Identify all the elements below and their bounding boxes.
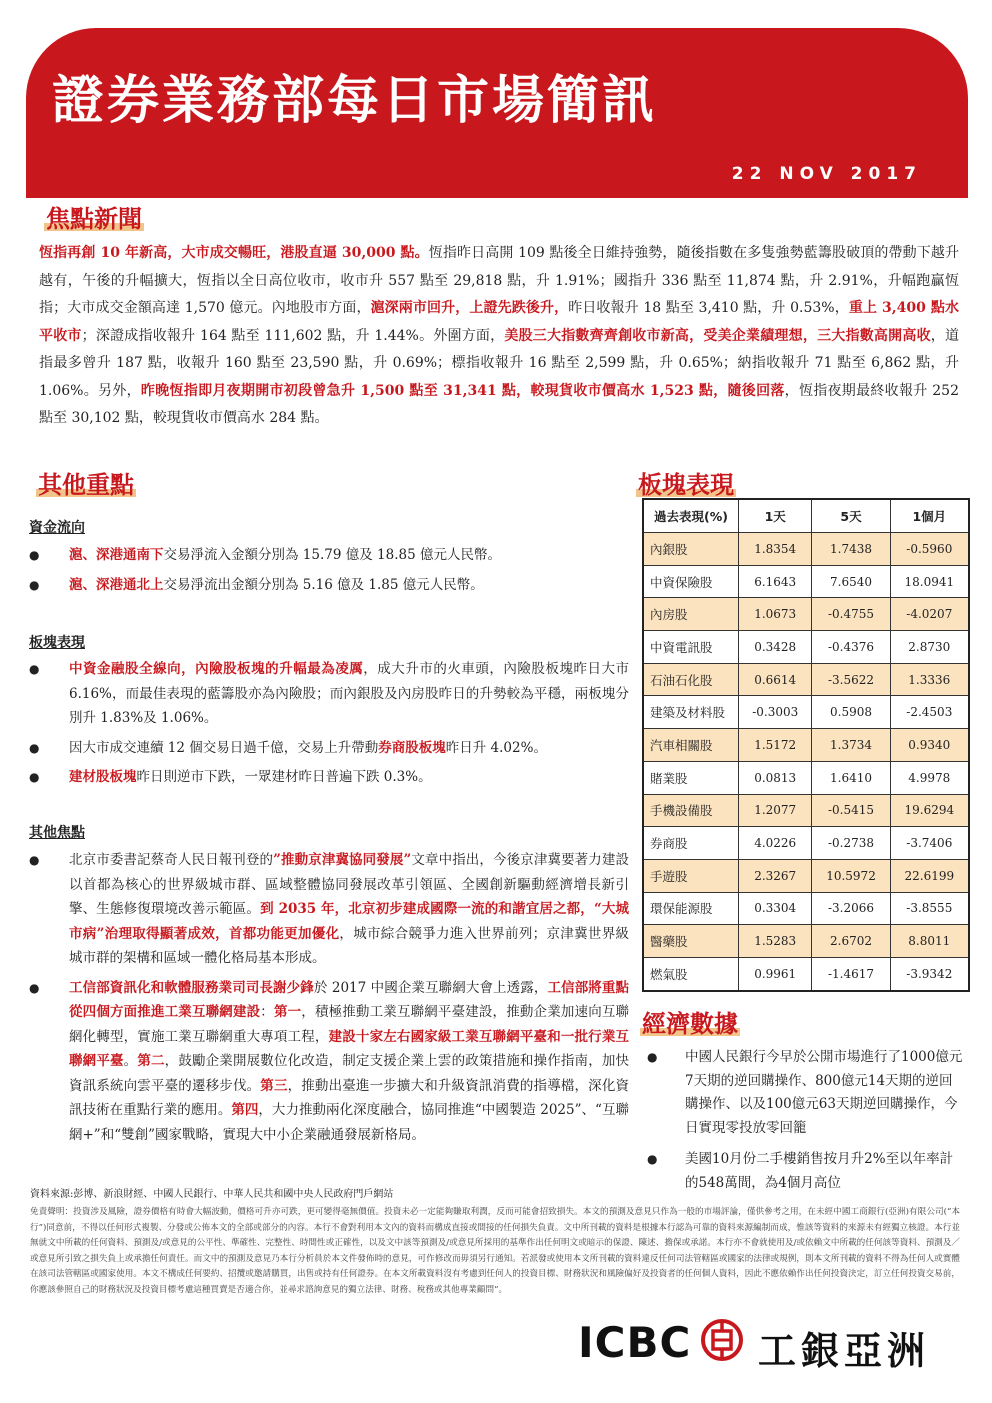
highlight-text: 第四 [231, 1102, 259, 1118]
table-row [643, 598, 969, 631]
highlight-text: 中資金融股全線向，內險股板塊的升幅最為凌厲 [69, 661, 364, 677]
highlight-text: 工信部將重點從四個方面推進工業互聯網建設 [69, 979, 630, 1020]
five-day-cell: -0.4755 [812, 598, 890, 631]
sector-performance-table [642, 498, 970, 992]
five-day-cell: 7.6540 [812, 565, 890, 598]
one-month-cell: -4.0207 [890, 598, 969, 631]
sector-name-cell: 內銀股 [643, 533, 739, 566]
five-day-cell: 1.6410 [812, 761, 890, 794]
logo-text-en: ICBC [578, 1318, 692, 1367]
table-row [643, 859, 969, 892]
highlight-text: 建材股板塊 [69, 769, 137, 785]
body-text: 文章中指出，今後京津冀要著力建設以首都為核心的世界級城市群、區域整體協同發展改革引領區、全國創新驅動經濟增長新引擎、生態修復環境改善示範區。 [69, 852, 630, 917]
one-day-cell: 2.3267 [739, 859, 812, 892]
logo-text-cn: 工銀亞洲 [758, 1329, 931, 1373]
one-day-cell: 0.6614 [739, 663, 812, 696]
report-date: 22 NOV 2017 [731, 164, 922, 184]
focus-paragraph [39, 240, 959, 433]
one-month-cell: -3.8555 [890, 892, 969, 925]
economy-heading: 經濟數據 [642, 1004, 738, 1039]
body-text: 。 [123, 1053, 138, 1069]
list-item [29, 657, 629, 731]
sector-name-cell: 燃氣股 [643, 957, 739, 990]
column-header: 1個月 [890, 499, 969, 533]
icbc-logo [578, 1318, 963, 1373]
disclaimer: 免責聲明：投資涉及風險，證券價格有時會大幅波動，價格可升亦可跌，更可變得毫無價值。投資未必一定能夠賺取利潤，反而可能會招致損失。本文的預測及意見只作為一般的市場評論，僅供參考之用，在未經中國工商銀行(亞洲)有限公司(“本行”)同意前，不得以任何形式複製、分發或公佈本文的全部或部分的內容。本行不會對利用本文內的資料而構成直接或間接的任何損失負責。文中所刊載的資料是根據本行認為可靠的資料來源編制而成，惟該等資料的來源未有經獨立核證。本行並無就文中所載的任何資料、預測及/或意見的公平性、準確性、完整性、時間性或正確性，以及文中該等預測及/或意見所採用的基準作出任何明文或暗示的保證、陳述、擔保或承諾。本行亦不會就使用及/或依賴文中所載的任何該等資料、預測及／或意見所引致之損失負上或承擔任何責任。而文中的預測及意見乃本行分析員於本文件發佈時的意見，可作修改而毋須另行通知。若派發或使用本文所刊載的資料違反任何司法管轄區或國家的法律或規例，則本文所刊載的資料不得為任何人或實體在該司法管轄區或國家使用。本文不構成任何要約、招攬或邀請購買，出售或持有任何證券。在本文所載資料沒有考慮到任何人的投資目標、財務狀況和風險偏好及投資者的任何個人資料，因此不應依賴作出任何投資決定，訂立任何投資交易前，你應該參照自己的財務狀況及投資目標考慮這種買賣是否適合你，並尋求諮詢意見的獨立法律、財務、稅務或其他專業顧問”。 [30, 1207, 960, 1295]
one-month-cell: 0.9340 [890, 729, 969, 762]
body-text: ，大力推動兩化深度融合，協同推進“中國製造 2025”、“互聯網+”和“雙創”國家戰略，實現大中小企業融通發展新格局。 [69, 1102, 629, 1143]
sector-name-cell: 中資電訊股 [643, 631, 739, 664]
list-item: ● 中國人民銀行今早於公開市場進行了1000億元7天期的逆回購操作、800億元14天期的逆回購操作、以及100億元63天期逆回購操作，今日實現零投放零回籠 [647, 1046, 965, 1140]
highlight-text: 滬深兩市回升，上證先跌後升， [370, 300, 569, 316]
highlight-text: 第一 [273, 1004, 302, 1020]
one-day-cell: 0.3304 [739, 892, 812, 925]
other-heading: 其他重點 [38, 465, 134, 500]
focus-heading: 焦點新聞 [46, 199, 142, 234]
one-month-cell: 8.8011 [890, 925, 969, 958]
one-month-cell: -3.9342 [890, 957, 969, 990]
sector-name-cell: 內房股 [643, 598, 739, 631]
table-row [643, 957, 969, 990]
one-day-cell: 1.5172 [739, 729, 812, 762]
body-text: ： [260, 1004, 274, 1020]
body-text: 昨日則逆市下跌，一眾建材昨日普遍下跌 0.3%。 [136, 769, 432, 785]
list-item [29, 573, 629, 598]
body-text: ，道指最多曾升 187 點，收報升 160 點至 23,590 點，升 0.69%；標指收報升 16 點至 2,599 點，升 0.65%；納指收報升 71 點至 6,862 點，升 1.06%。另外， [39, 327, 960, 399]
five-day-cell: -0.2738 [812, 827, 890, 860]
highlight-text: 重上 3,400 點水平收市 [39, 300, 960, 344]
one-month-cell: 4.9978 [890, 761, 969, 794]
body-text: 交易淨流出金額分別為 5.16 億及 1.85 億元人民幣。 [163, 576, 484, 593]
body-text: ，城市綜合競爭力進入世界前列；京津冀世界級城市群的架構和區域一體化格局基本形成。 [69, 925, 630, 966]
five-day-cell: 1.7438 [812, 533, 890, 566]
one-day-cell: 0.9961 [739, 957, 812, 990]
one-day-cell: 4.0226 [739, 827, 812, 860]
highlight-text: 第三 [260, 1077, 288, 1094]
economy-list [647, 1046, 965, 1203]
table-header-row [643, 499, 969, 533]
icbc-emblem-icon [700, 1318, 744, 1362]
body-text: 昨日收報升 18 點至 3,410 點，升 0.53%， [568, 300, 849, 316]
highlight-text: 昨晚恆指即月夜期開市初段曾急升 1,500 點至 31,341 點，較現貨收市價高水 1,523 點，隨後回落 [140, 382, 785, 399]
one-month-cell: -2.4503 [890, 696, 969, 729]
sector-name-cell: 汽車相關股 [643, 729, 739, 762]
one-day-cell: 6.1643 [739, 565, 812, 598]
page-title: 證券業務部每日市場簡訊 [52, 71, 658, 131]
highlight-text: 恆指再創 10 年新高，大市成交暢旺，港股直逼 30,000 點。 [39, 245, 429, 261]
one-month-cell: 18.0941 [890, 565, 969, 598]
column-header: 1天 [739, 499, 812, 533]
five-day-cell: -3.2066 [812, 892, 890, 925]
sector-name-cell: 石油石化股 [643, 663, 739, 696]
data-source: 資料來源:彭博、新浪財經、中國人民銀行、中華人民共和國中央人民政府門戶網站 [30, 1189, 394, 1200]
table-row [643, 696, 969, 729]
sector-name-cell: 手機設備股 [643, 794, 739, 827]
sector-table-heading: 板塊表現 [638, 465, 734, 500]
table-row [643, 827, 969, 860]
table-row [643, 663, 969, 696]
list-item [29, 765, 629, 790]
one-month-cell: 1.3336 [890, 663, 969, 696]
five-day-cell: -1.4617 [812, 957, 890, 990]
sector-name-cell: 建築及材料股 [643, 696, 739, 729]
body-text: ，推動出臺進一步擴大和升級資訊消費的指導檔，深化資訊技術在重點行業的應用。 [69, 1077, 630, 1118]
table-row [643, 925, 969, 958]
one-day-cell: 1.5283 [739, 925, 812, 958]
sector-name-cell: 手遊股 [643, 859, 739, 892]
column-header: 過去表現(%) [643, 499, 739, 533]
table-row [643, 565, 969, 598]
other-focus-list [29, 848, 629, 1152]
one-day-cell: 0.3428 [739, 631, 812, 664]
list-item [29, 976, 629, 1148]
table-row [643, 761, 969, 794]
body-text: ，恆指夜期最終收報升 252 點至 30,102 點，較現貨收市價高水 284 點。 [39, 382, 959, 426]
highlight-text: 美股三大指數齊齊創收市新高，受美企業績理想，三大指數高開高收 [504, 327, 931, 344]
one-month-cell: 2.8730 [890, 631, 969, 664]
table-row [643, 794, 969, 827]
highlight-text: 工信部資訊化和軟體服務業司司長謝少鋒 [69, 979, 314, 996]
body-text: 恆指昨日高開 109 點後全日維持強勢，隨後指數在多隻強勢藍籌股破頂的帶動下越升越有，午後的升幅擴大，恆指以全日高位收市，收市升 557 點至 29,818 點，升 1.91%；國指升 336 點至 11,874 點，升 2.91%，升幅跑贏恆指；大市成交金額高達 1,570 億元。內地股市方面， [39, 245, 959, 316]
sector-perf-list [29, 657, 629, 795]
one-month-cell: 19.6294 [890, 794, 969, 827]
body-text: ；深證成指收報升 164 點至 111,602 點，升 1.44%。外圍方面， [81, 327, 505, 344]
five-day-cell: -3.5622 [812, 663, 890, 696]
one-day-cell: 0.0813 [739, 761, 812, 794]
one-day-cell: -0.3003 [739, 696, 812, 729]
body-text: ，成大升市的火車頭，內險股板塊昨日大市 6.16%，而最佳表現的藍籌股亦為內險股；而內銀股及內房股昨日的升勢較為平穩，兩板塊分別升 1.83%及 1.06%。 [69, 661, 630, 726]
sector-name-cell: 賭業股 [643, 761, 739, 794]
one-day-cell: 1.2077 [739, 794, 812, 827]
body-text: 昨日升 4.02%。 [445, 739, 547, 756]
other-focus-title: 其他焦點 [29, 825, 85, 841]
body-text: ，鼓勵企業開展數位化改造，制定支援企業上雲的政策措施和操作指南，加快資訊系統向雲平臺的遷移步伐。 [69, 1053, 630, 1094]
highlight-text: 券商股板塊 [378, 739, 446, 756]
one-month-cell: 22.6199 [890, 859, 969, 892]
sector-name-cell: 中資保險股 [643, 565, 739, 598]
highlight-text: 滬、深港通北上 [69, 576, 164, 593]
highlight-text: 第二 [137, 1053, 165, 1069]
one-month-cell: -3.7406 [890, 827, 969, 860]
body-text: 交易淨流入金額分別為 15.79 億及 18.85 億元人民幣。 [163, 547, 501, 563]
column-header: 5天 [812, 499, 890, 533]
body-text: 因大市成交連續 12 個交易日過千億，交易上升帶動 [69, 739, 379, 756]
capital-flow-list [29, 543, 629, 602]
sector-name-cell: 醫藥股 [643, 925, 739, 958]
one-day-cell: 1.0673 [739, 598, 812, 631]
sector-name-cell: 環保能源股 [643, 892, 739, 925]
one-day-cell: 1.8354 [739, 533, 812, 566]
table-row [643, 631, 969, 664]
list-item: ● 美國10月份二手樓銷售按月升2%至以年率計的548萬間，為4個月高位 [647, 1148, 965, 1195]
five-day-cell: 0.5908 [812, 696, 890, 729]
list-item [29, 543, 629, 568]
five-day-cell: 10.5972 [812, 859, 890, 892]
sector-perf-title: 板塊表現 [29, 635, 85, 651]
table-row [643, 533, 969, 566]
five-day-cell: -0.4376 [812, 631, 890, 664]
five-day-cell: -0.5415 [812, 794, 890, 827]
sector-name-cell: 券商股 [643, 827, 739, 860]
highlight-text: 滬、深港通南下 [69, 547, 164, 563]
table-row [643, 892, 969, 925]
highlight-text: 到 2035 年，北京初步建成國際一流的和諧宜居之都，“大城市病”治理取得顯著成效，首都功能更加優化 [69, 901, 630, 942]
list-item [29, 848, 629, 971]
body-text: ，積極推動工業互聯網平臺建設，推動企業加速向互聯網化轉型，實施工業互聯網重大專項工程， [69, 1004, 630, 1045]
one-month-cell: -0.5960 [890, 533, 969, 566]
five-day-cell: 2.6702 [812, 925, 890, 958]
highlight-text: ”推動京津冀協同發展” [273, 852, 412, 868]
list-item [29, 736, 629, 761]
highlight-text: 建設十家左右國家級工業互聯網平臺和一批行業互聯網平臺 [69, 1028, 630, 1069]
body-text: 於 2017 中國企業互聯網大會上透露， [313, 979, 548, 996]
capital-flow-title: 資金流向 [29, 520, 85, 536]
five-day-cell: 1.3734 [812, 729, 890, 762]
table-row [643, 729, 969, 762]
body-text: 北京市委書記蔡奇人民日報刊登的 [69, 852, 274, 868]
